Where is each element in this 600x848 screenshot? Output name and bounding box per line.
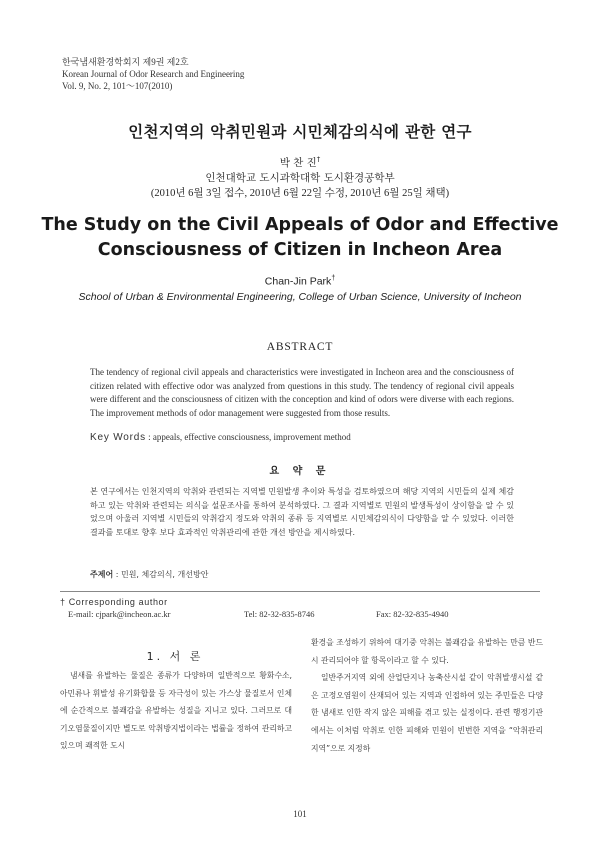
korean-author [0,155,600,170]
corresponding-author-note: † Corresponding author [60,597,168,607]
submission-dates: (2010년 6월 3일 접수, 2010년 6월 22일 수정, 2010년 6월 25일 채택) [150,188,450,199]
korean-keywords [90,569,208,580]
english-affiliation: School of Urban & Environmental Engineering, College of Urban Science, University of Incheon [78,291,522,303]
keywords [90,432,351,443]
english-title-line2: Consciousness of Citizen in Incheon Area [97,240,503,260]
journal-header [62,56,244,92]
korean-abstract-text: 본 연구에서는 인천지역의 악취와 관련되는 지역별 민원발생 추이와 특성을 검토하였으며 해당 지역의 시민들의 실제 체감하고 있는 악취와 관련되는 의식을 설문조사를 통하여 분석하였다. 그 결과 지역별로 민원의 발생특성이 상이함을 알 수 있었으며 아울러 지역별 시민들의 악취감지 정도와 악취의 종류 등 지역별로 시민체감의식이 다양함을 알 수 있었다. 이러한 결과를 토대로 향후 보다 효과적인 악취관리에 관한 개선 방안을 제시하였다. [90,487,514,537]
korean-keywords-text: : 민원, 체감의식, 개선방안 [113,570,209,579]
korean-author-name: 박 찬 진 [279,157,317,169]
journal-volume-info: Vol. 9, No. 2, 101～107(2010) [62,81,173,91]
korean-affiliation: 인천대학교 도시과학대학 도시환경공학부 [205,172,395,184]
author-fax: Fax: 82-32-835-4940 [376,609,449,619]
left-column [60,667,292,755]
intro-paragraph-2: 일반주거지역 외에 산업단지나 농축산시설 같이 악취발생시설 같은 고정오염원이 산재되어 있는 지역과 인접하여 있는 주민들은 다양한 냄새로 인한 작지 않은 피해를 겪고 있는 실정이다. 관련 행정기관에서는 이처럼 악취로 인한 피해와 민원이 빈번한 지역을 “악취관리지역”으로 지정하 [311,673,543,753]
abstract-text: The tendency of regional civil appeals and characteristics were investigated in Incheon area and the consciousness of citizen related with effective odor was analyzed from questions in this study. The tendency of regional civil appeals were different and the consciousness of citizen with the conception and kind of odors were diverse with each regions. The improvement methods of odor management were suggested from those results. [90,367,514,418]
english-author [0,275,600,288]
abstract-heading: ABSTRACT [266,341,334,353]
english-author-name: Chan-Jin Park [264,275,332,288]
english-title-line1: The Study on the Civil Appeals of Odor and Effective [41,215,559,235]
korean-keywords-label: 주제어 [90,570,114,579]
author-tel: Tel: 82-32-835-8746 [244,609,315,619]
english-title [0,213,600,263]
korean-title: 인천지역의 악취민원과 시민체감의식에 관한 연구 [128,123,472,141]
journal-name-korean: 한국냄새환경학회지 제9권 제2호 [62,57,189,67]
corresponding-dagger: † [316,155,321,164]
keywords-text: : appeals, effective consciousness, improvement method [145,432,351,442]
intro-paragraph-1: 냄새를 유발하는 물질은 종류가 다양하며 일반적으로 황화수소, 아민류나 휘발성 유기화합물 등 자극성이 있는 가스상 물질로서 인체에 순간적으로 불쾌감을 유발하는 성질을 지니고 있다. 그러므로 대기오염물질이지만 별도로 악취방지법이라는 법률을 정하여 관리하고 있으며 쾌적한 도시 [60,671,292,751]
author-email: E-mail: cjpark@incheon.ac.kr [68,609,171,619]
korean-abstract-heading: 요 약 문 [269,466,331,477]
journal-name-english: Korean Journal of Odor Research and Engineering [62,69,245,79]
page-number: 101 [293,809,307,819]
english-corresponding-dagger: † [331,275,336,282]
keywords-label: Key Words [90,432,146,443]
intro-paragraph-1-continued: 환경을 조성하기 위하여 대기중 악취는 불쾌감을 유발하는 만큼 반드시 관리되어야 할 항목이라고 할 수 있다. [311,638,543,665]
right-column [311,634,543,757]
footnote-divider [60,591,540,592]
section-heading-introduction: 1. 서 론 [146,650,204,663]
